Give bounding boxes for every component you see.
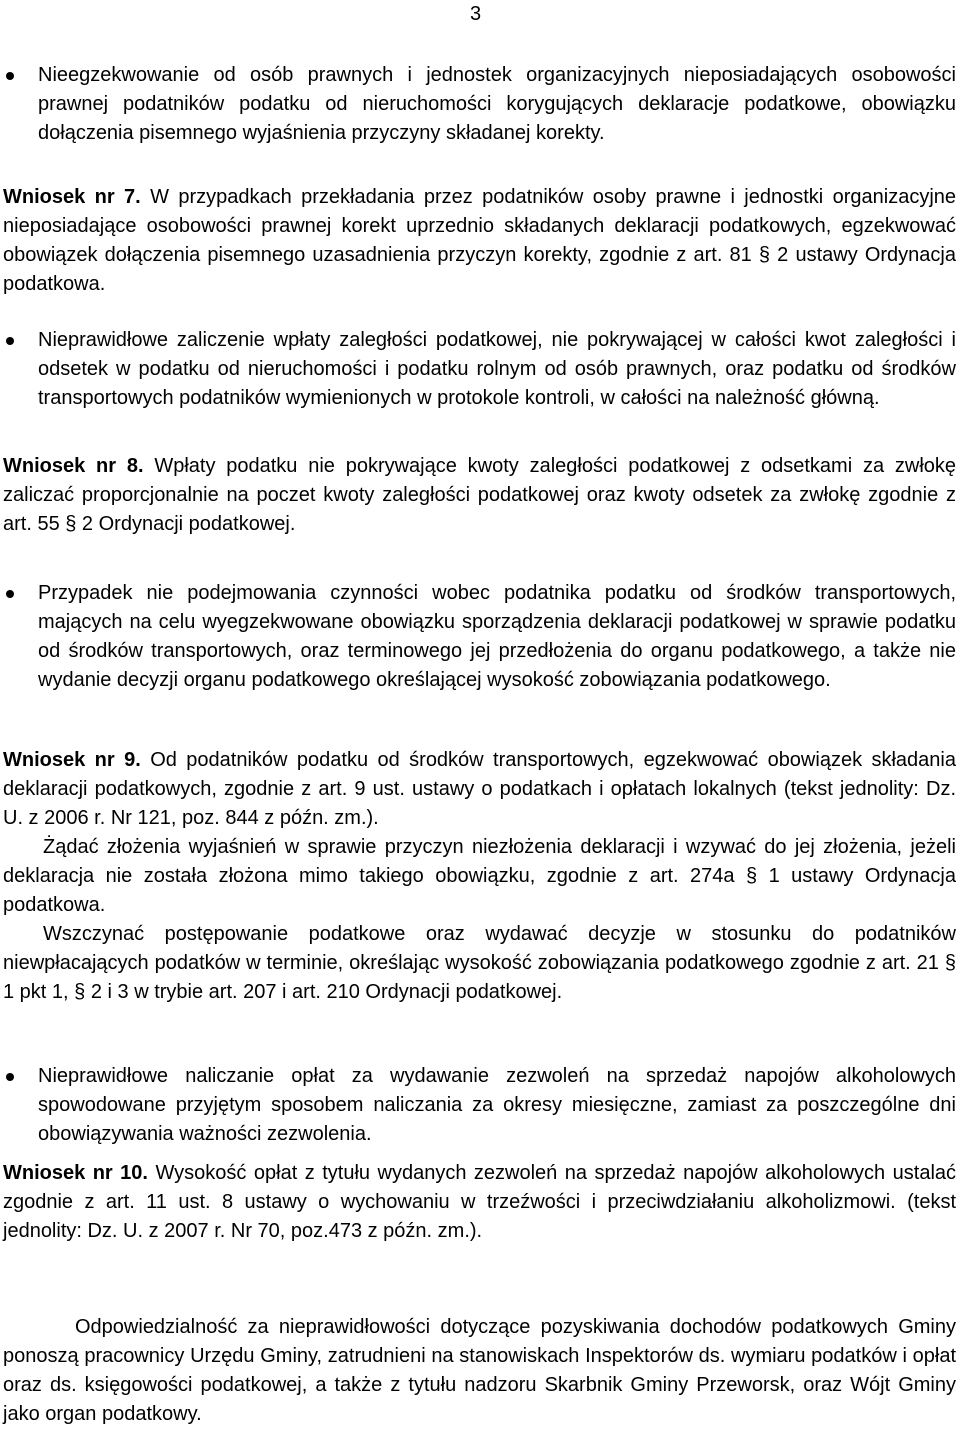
- bullet-icon: [6, 590, 14, 598]
- conclusion-extra-paragraph: Żądać złożenia wyjaśnień w sprawie przyczyn niezłożenia deklaracji i wzywać do jej złożenia, jeżeli deklaracja nie została złożona mimo takiego obowiązku, zgodnie z art. 274a § 1 ustawy Ordynacja podatkowa.: [3, 836, 956, 916]
- finding-paragraph: Nieprawidłowe naliczanie opłat za wydawanie zezwoleń na sprzedaż napojów alkoholowych spowodowane przyjętym sposobem naliczania za okresy miesięczne, zamiast za poszczególne dni obowiązywania ważności zezwolenia.: [38, 1065, 956, 1145]
- conclusion-text: W przypadkach przekładania przez podatników osoby prawne i jednostki organizacyjne nieposiadające osobowości prawnej korekt uprzednio składanych deklaracji podatkowych, egzekwować obowiązek dołączenia pisemnego uzasadnienia przyczyn korekty, zgodnie z art. 81 § 2 ustawy Ordynacja podatkowa.: [3, 186, 957, 295]
- conclusion-paragraph: [3, 746, 956, 833]
- bullet-icon: [6, 337, 14, 345]
- bullet-icon: [6, 72, 14, 80]
- conclusion-label: Wniosek nr 8.: [3, 455, 144, 477]
- conclusion-text: Wysokość opłat z tytułu wydanych zezwoleń na sprzedaż napojów alkoholowych ustalać zgodnie z art. 11 ust. 8 ustawy o wychowaniu w trzeźwości i przeciwdziałaniu alkoholizmowi. (tekst jednolity: Dz. U. z 2007 r. Nr 70, poz.473 z późn. zm.).: [3, 1162, 957, 1242]
- page-number: 3: [470, 3, 482, 25]
- conclusion-paragraph: [3, 183, 956, 299]
- bullet-icon: [6, 1073, 14, 1081]
- conclusion-paragraph: [3, 1159, 956, 1246]
- conclusion-label: Wniosek nr 7.: [3, 186, 141, 208]
- finding-paragraph: Nieprawidłowe zaliczenie wpłaty zaległości podatkowej, nie pokrywającej w całości kwot zaległości i odsetek w podatku od nieruchomości i podatku rolnym od osób prawnych, oraz podatku od środków transportowych podatników wymienionych w protokole kontroli, w całości na należność główną.: [38, 329, 956, 409]
- conclusion-text: Od podatników podatku od środków transportowych, egzekwować obowiązek składania deklaracji podatkowych, zgodnie z art. 9 ust. ustawy o podatkach i opłatach lokalnych (tekst jednolity: Dz. U. z 2006 r. Nr 121, poz. 844 z późn. zm.).: [3, 749, 956, 829]
- conclusion-paragraph: [3, 452, 956, 539]
- conclusion-extra-paragraph: Wszczynać postępowanie podatkowe oraz wydawać decyzje w stosunku do podatników niewpłacających podatków w terminie, określając wysokość zobowiązania podatkowego zgodnie z art. 21 § 1 pkt 1, § 2 i 3 w trybie art. 207 i art. 210 Ordynacji podatkowej.: [3, 923, 956, 1003]
- finding-paragraph: Przypadek nie podejmowania czynności wobec podatnika podatku od środków transportowych, mających na celu wyegzekwowane obowiązku sporządzenia deklaracji podatkowej w sprawie podatku od środków transportowych, oraz terminowego jej przedłożenia do organu podatkowego, a także nie wydanie decyzji organu podatkowego określającej wysokość zobowiązania podatkowego.: [38, 582, 956, 691]
- conclusion-label: Wniosek nr 10.: [3, 1162, 148, 1184]
- responsibility-paragraph: Odpowiedzialność za nieprawidłowości dotyczące pozyskiwania dochodów podatkowych Gminy ponoszą pracownicy Urzędu Gminy, zatrudnieni na stanowiskach Inspektorów ds. wymiaru podatków i opłat oraz ds. księgowości podatkowej, a także z tytułu nadzoru Skarbnik Gminy Przeworsk, oraz Wójt Gminy jako organ podatkowy.: [3, 1316, 956, 1425]
- finding-paragraph: Nieegzekwowanie od osób prawnych i jednostek organizacyjnych nieposiadających osobowości prawnej podatników podatku od nieruchomości korygujących deklaracje podatkowe, obowiązku dołączenia pisemnego wyjaśnienia przyczyny składanej korekty.: [38, 64, 956, 144]
- conclusion-label: Wniosek nr 9.: [3, 749, 141, 771]
- conclusion-text: Wpłaty podatku nie pokrywające kwoty zaległości podatkowej z odsetkami za zwłokę zaliczać proporcjonalnie na poczet kwoty zaległości podatkowej oraz kwoty odsetek za zwłokę zgodnie z art. 55 § 2 Ordynacji podatkowej.: [3, 455, 957, 535]
